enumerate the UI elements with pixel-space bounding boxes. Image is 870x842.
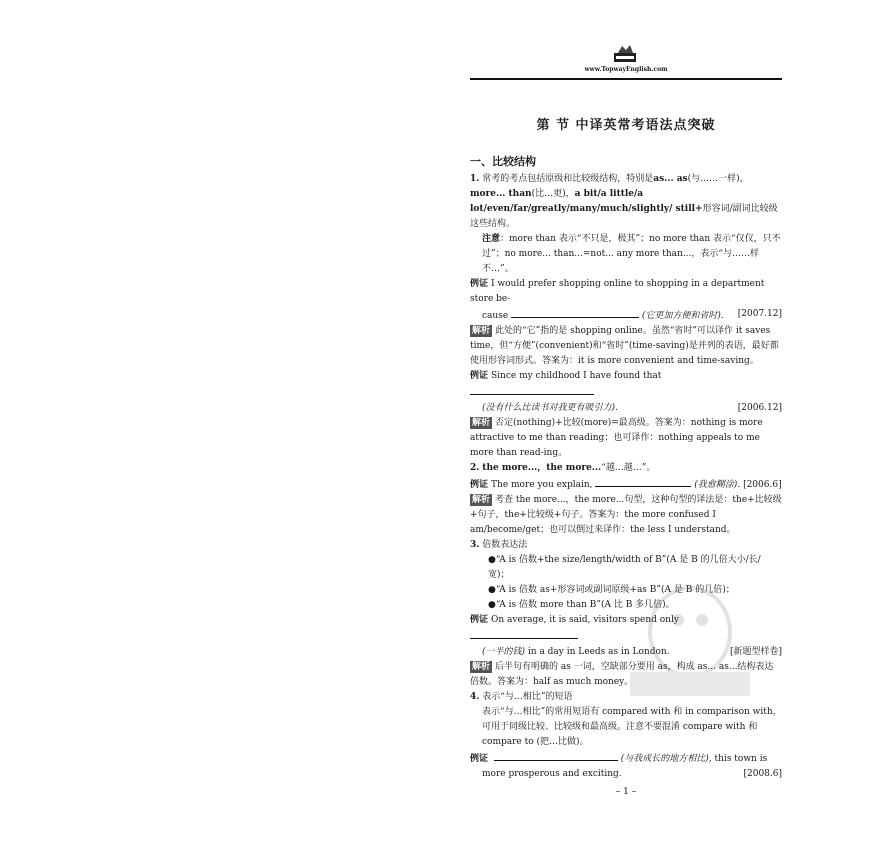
point-bold: as... as — [653, 174, 688, 184]
example-text: more prosperous and exciting. — [482, 769, 622, 779]
analysis-tag: 解析 — [472, 662, 491, 672]
note-text: ：more than 表示“不只是，极其”；no more than 表示“仅仅，只不过”；no more... than...=not... any more than...，表示“与……样不…”。 — [482, 234, 781, 274]
answer-blank — [494, 750, 618, 761]
chinese-prompt: (与我成长的地方相比), — [620, 754, 712, 764]
point-bold: the more...，the more... — [482, 463, 602, 473]
exam-year: [2008.6] — [743, 769, 782, 779]
answer-blank — [470, 628, 578, 639]
analysis-tag: 解析 — [472, 495, 491, 505]
bullet-item: ●“A is 倍数 more than B”(A 比 B 多几倍)。 — [488, 600, 675, 610]
example-text: The more you explain, — [491, 480, 593, 490]
point-number: 1. — [470, 174, 480, 184]
watermark-logo-icon — [620, 580, 760, 700]
analysis-text: 此处的“它”指的是 shopping online。虽然“省时”可以译作 it saves time，但“方便”(convenient)和“省时”(time-saving)是并列的表语，最好都使用形容词形式。答案为：it is more convenient and time-saving。 — [470, 326, 779, 366]
example-tag: 例证 — [470, 371, 489, 381]
analysis-3 — [470, 493, 782, 538]
point-4-body: 表示“与…相比”的常用短语有 compared with 和 in comparison with，可用于同级比较、比较级和最高级。注意不要混淆 compare with 和 compare to (把…比做)。 — [482, 707, 782, 747]
point-text: (与……一样)， — [687, 174, 749, 184]
bullet-item: ●“A is 倍数+the size/length/width of B”(A 是 B 的几倍大小/长/宽)； — [488, 555, 761, 580]
page-number: – 1 – — [615, 787, 637, 797]
example-text: this town is — [714, 754, 768, 764]
analysis-2 — [470, 416, 782, 461]
exam-source: [新题型样卷] — [729, 647, 782, 657]
chinese-prompt: (我愈糊涂). — [694, 480, 741, 490]
document-page — [470, 40, 782, 830]
example-text: On average, it is said, visitors spend only — [491, 615, 679, 625]
exam-year: [2007.12] — [737, 309, 782, 319]
analysis-text: 考查 the more...，the more...句型，这种句型的译法是：the+比较级+句子，the+比较级+句子。答案为：the more confused I am/become/get；也可以倒过来译作：the less I understand。 — [470, 495, 782, 535]
example-text: in a day in Leeds as in London. — [527, 647, 670, 657]
example-tag: 例证 — [470, 480, 489, 490]
example-5 — [470, 750, 782, 782]
point-bold: more... than — [470, 189, 532, 199]
point-text: 倍数表达法 — [482, 540, 528, 550]
example-tag: 例证 — [470, 279, 489, 289]
point-3 — [470, 538, 782, 553]
site-url: www.TopwayEnglish.com — [584, 66, 668, 73]
section-title: 第 节 中译英常考语法点突破 — [536, 118, 716, 133]
point-text: 常考的考点包括原级和比较级结构，特别是 — [482, 174, 654, 184]
page-header — [470, 40, 782, 82]
example-line — [470, 401, 782, 416]
chinese-prompt: (没有什么比读书对我更有吸引力). — [482, 403, 618, 413]
example-text: I would prefer shopping online to shopping in a department store be- — [470, 279, 765, 304]
example-text: Since my childhood I have found that — [491, 371, 662, 381]
answer-blank — [595, 476, 691, 487]
example-line — [470, 767, 782, 782]
example-line — [470, 307, 782, 324]
point-1 — [470, 172, 782, 232]
exam-year: [2006.12] — [737, 403, 782, 413]
example-2 — [470, 369, 782, 416]
analysis-text: 后半句有明确的 as 一词，空缺部分要用 as，构成 as... as...结构表达倍数。答案为：half as much money。 — [470, 662, 774, 687]
note-label: 注意 — [482, 234, 501, 244]
chinese-prompt: (它更加方便和省时). — [641, 311, 724, 321]
header-divider — [470, 78, 782, 80]
point-number: 3. — [470, 540, 480, 550]
note — [470, 232, 782, 277]
heading-comparison: 一、比较结构 — [470, 155, 536, 168]
point-number: 4. — [470, 692, 480, 702]
publisher-logo-icon — [612, 44, 638, 64]
example-1 — [470, 277, 782, 324]
example-text: cause — [482, 311, 509, 321]
example-tag: 例证 — [470, 754, 489, 764]
exam-year: [2006.6] — [743, 480, 782, 490]
analysis-text: 否定(nothing)+比较(more)=最高级。答案为：nothing is more attractive to me than reading；也可译作：nothing appeals to me more than read-ing。 — [470, 418, 763, 458]
point-text: 形容词/副词比较级这些结构。 — [470, 204, 778, 229]
analysis-1 — [470, 324, 782, 369]
bullet-item: ●“A is 倍数 as+形容词或副词原级+as B”(A 是 B 的几倍)； — [488, 585, 735, 595]
point-2 — [470, 461, 782, 476]
example-3 — [470, 476, 782, 493]
point-text: 表示“与…相比”的短语 — [482, 692, 573, 702]
point-text: “越…越…”。 — [601, 463, 656, 473]
point-bold: a bit/a little/a lot/even/far/greatly/many/much/slightly/ still+ — [470, 189, 703, 214]
example-tag: 例证 — [470, 615, 489, 625]
point-number: 2. — [470, 463, 480, 473]
chinese-prompt: (一半的钱) — [482, 647, 526, 657]
answer-blank — [511, 307, 639, 318]
analysis-tag: 解析 — [472, 326, 491, 336]
point-text: (比…更)， — [531, 189, 575, 199]
answer-blank — [470, 384, 594, 395]
analysis-tag: 解析 — [472, 418, 491, 428]
